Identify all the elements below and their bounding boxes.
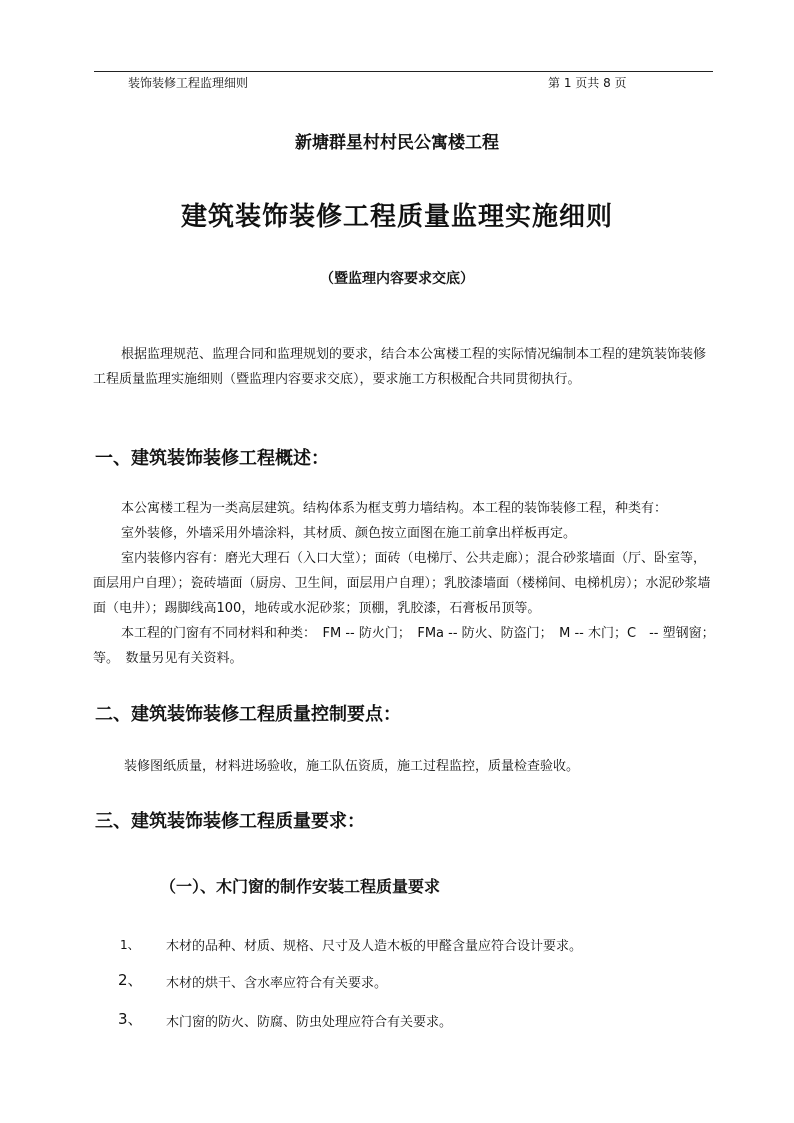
list-item-text: 木材的品种、材质、规格、尺寸及人造木板的甲醛含量应符合设计要求。	[166, 939, 583, 954]
section-1-paragraph: 室内装修内容有：磨光大理石（入口大堂）；面砖（电梯厅、公共走廊）；混合砂浆墙面（厅、卧室等，面层用户自理）；瓷砖墙面（厨房、卫生间，面层用户自理）；乳胶漆墙面（楼梯间、电梯机房）；水泥砂浆墙面（电井）；踢脚线高100，地砖或水泥砂浆；顶棚，乳胶漆，石膏板吊顶等。	[93, 551, 711, 616]
section-1-paragraph: 本工程的门窗有不同材料和种类： FM -- 防火门； FMa -- 防火、防盗门； M -- 木门；C -- 塑钢窗；等。 数量另见有关资料。	[93, 626, 715, 666]
header-doc-title: 装饰装修工程监理细则	[128, 76, 249, 90]
document-subtitle: （暨监理内容要求交底）	[320, 271, 474, 287]
list-item-number: 1、	[120, 938, 140, 952]
intro-paragraph: 根据监理规范、监理合同和监理规划的要求，结合本公寓楼工程的实际情况编制本工程的建筑装饰装修工程质量监理实施细则（暨监理内容要求交底），要求施工方积极配合共同贯彻执行。	[93, 347, 707, 387]
section-2-body: 装修图纸质量，材料进场验收，施工队伍资质，施工过程监控，质量检查验收。	[124, 759, 580, 774]
header-rule	[94, 71, 713, 72]
section-1-body	[93, 496, 715, 671]
section-2-heading: 二、建筑装饰装修工程质量控制要点：	[95, 704, 401, 725]
project-name: 新塘群星村村民公寓楼工程	[295, 133, 499, 153]
list-item-number: 2、	[118, 971, 143, 989]
section-1-paragraph: 室外装修，外墙采用外墙涂料，其材质、颜色按立面图在施工前拿出样板再定。	[121, 526, 577, 541]
document-title: 建筑装饰装修工程质量监理实施细则	[180, 202, 613, 232]
section-3-heading: 三、建筑装饰装修工程质量要求：	[95, 811, 365, 832]
header-page-number: 第 1 页共 8 页	[548, 76, 627, 90]
list-item-number: 3、	[118, 1010, 143, 1028]
list-item-text: 木材的烘干、含水率应符合有关要求。	[166, 976, 388, 991]
list-item-text: 木门窗的防火、防腐、防虫处理应符合有关要求。	[166, 1015, 453, 1030]
section-1-paragraph: 本公寓楼工程为一类高层建筑。结构体系为框支剪力墙结构。本工程的装饰装修工程，种类有：	[121, 501, 668, 516]
subsection-heading: （一）、木门窗的制作安装工程质量要求	[160, 877, 441, 896]
section-1-heading: 一、建筑装饰装修工程概述：	[95, 448, 329, 469]
